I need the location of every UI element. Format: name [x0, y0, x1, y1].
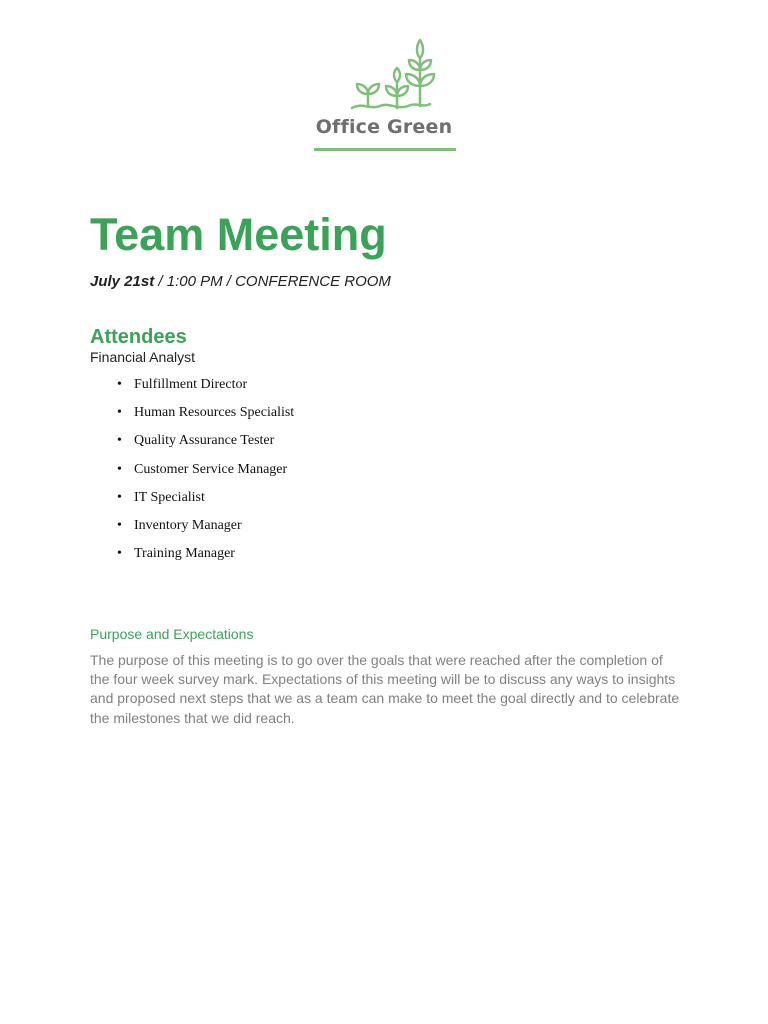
bullet: •	[117, 433, 122, 449]
list-item	[90, 544, 294, 572]
logo-underline	[314, 148, 456, 151]
attendee-name: Fulfillment Director	[134, 377, 248, 392]
attendee-name: IT Specialist	[134, 489, 205, 505]
bullet: •	[117, 461, 122, 477]
meeting-time-location: / 1:00 PM / CONFERENCE ROOM	[154, 273, 391, 290]
bullet: •	[117, 546, 122, 562]
sprouting-plants-logo-icon	[324, 24, 444, 114]
attendee-name: Human Resources Specialist	[134, 405, 295, 421]
list-item	[90, 516, 294, 544]
attendee-name: Quality Assurance Tester	[134, 433, 275, 449]
attendee-first: Financial Analyst	[90, 349, 196, 365]
attendees-heading: Attendees	[90, 326, 187, 348]
bullet: •	[117, 517, 122, 533]
meeting-meta	[90, 273, 391, 291]
page-title: Team Meeting	[90, 209, 387, 260]
office-green-logo	[304, 24, 464, 160]
bullet: •	[117, 405, 122, 421]
list-item	[90, 375, 294, 403]
meeting-date: July 21st	[90, 273, 155, 290]
attendee-name: Customer Service Manager	[134, 461, 288, 477]
attendee-name: Training Manager	[134, 546, 235, 562]
attendee-name: Inventory Manager	[134, 517, 242, 533]
logo-brand-name: Office Green	[315, 116, 453, 138]
bullet: •	[117, 489, 122, 505]
list-item	[90, 460, 294, 488]
list-item	[90, 488, 294, 516]
attendees-list	[90, 375, 294, 572]
bullet: •	[117, 377, 122, 392]
purpose-body: The purpose of this meeting is to go over the goals that were reached after the completion of the four week survey mark. Expectations of this meeting will be to discuss any ways to insights and proposed next steps that we as a team can make to meet the goal directly and to celebrate the milestones that we did reach.	[90, 652, 680, 726]
list-item	[90, 403, 294, 431]
list-item	[90, 431, 294, 459]
purpose-heading: Purpose and Expectations	[90, 626, 254, 642]
